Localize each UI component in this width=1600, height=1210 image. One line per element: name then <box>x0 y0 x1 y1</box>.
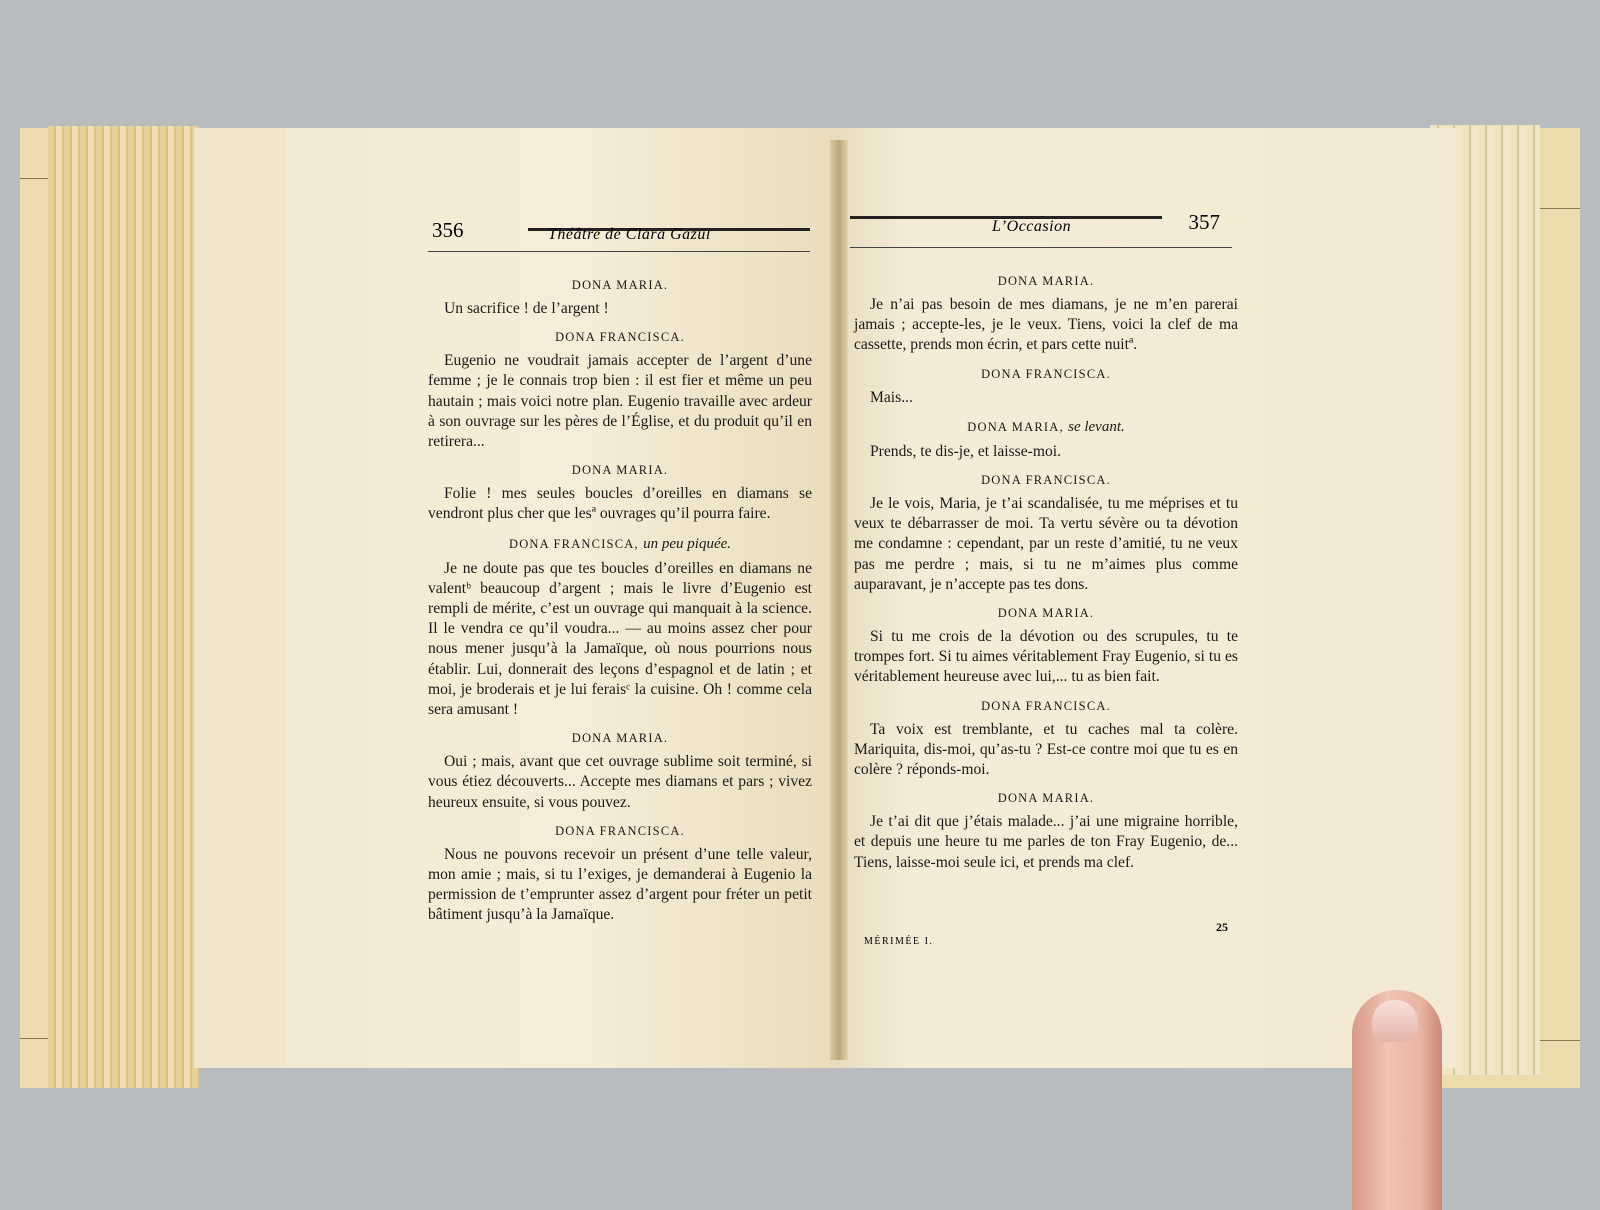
speaker-name <box>428 536 812 553</box>
dialogue-paragraph: Si tu me crois de la dévotion ou des scrupules, tu te trompes fort. Si tu aimes véritablement Fray Eugenio, si tu es véritablement heureuse avec lui,... tu as bien fait. <box>854 628 1238 686</box>
dialogue-paragraph: Ta voix est tremblante, et tu caches mal ta colère. Mariquita, dis-moi, qu’as-tu ? Est-ce contre moi que tu es en colère ? réponds-moi. <box>854 720 1238 779</box>
header-rule <box>428 251 810 252</box>
speaker-label: DONA MARIA. <box>997 274 1095 288</box>
dialogue-paragraph: Nous ne pouvons recevoir un présent d’une telle valeur, mon amie ; mais, si tu l’exiges, je demanderai à Eugenio la permission de t’emprunter assez d’argent pour fréter un petit bâtiment jusqu’à la Jamaïque. <box>428 845 812 924</box>
speaker-label: DONA MARIA. <box>997 606 1095 621</box>
speaker-name <box>428 330 812 345</box>
dialogue-paragraph: Oui ; mais, avant que cet ouvrage sublime soit terminé, si vous étiez découverts... Accepte mes diamans et pars ; vivez heureux ensuite, si vous pouvez. <box>428 753 812 811</box>
speaker-label: DONA FRANCISCA. <box>981 473 1111 488</box>
speaker-label: DONA FRANCISCA, <box>508 536 639 551</box>
speaker-name <box>854 606 1238 621</box>
fingernail <box>1372 1000 1418 1042</box>
dialogue-paragraph: Je n’ai pas besoin de mes diamans, je ne m’en parerai jamais ; accepte-les, je le veux. Tiens, voici la clef de ma cassette, prends mon écrin, et pars cette nuitª. <box>854 296 1238 354</box>
dialogue-paragraph: Je ne doute pas que tes boucles d’oreilles en diamans ne valentᵇ beaucoup d’argent ; mais le livre d’Eugenio est rempli de mérite, c’est un ouvrage qui manquait à la science. Il le vendra ce qu’il voudra... — au moins assez cher pour nous mener jusqu’à la Jamaïque, où nous pourrions nous établir. Lui, donnerait des leçons d’espagnol et de latin ; et moi, je broderais et je lui feraisᶜ la cuisine. Oh ! comme cela sera amusant ! <box>428 559 812 719</box>
speaker-name <box>854 419 1238 436</box>
page-number: 357 <box>1188 210 1220 234</box>
sheet-number: 25 <box>1216 920 1228 934</box>
wrapper-fold-line <box>1538 1040 1580 1041</box>
speaker-label: DONA MARIA. <box>571 463 669 478</box>
printer-signature: MÉRIMÉE I. <box>864 936 934 947</box>
left-page-text <box>428 278 812 937</box>
speaker-label: DONA FRANCISCA. <box>981 366 1111 381</box>
running-title: Théâtre de Clara Gazul <box>548 226 711 243</box>
header-rule <box>850 247 1232 248</box>
speaker-label: DONA MARIA. <box>997 791 1095 806</box>
dialogue-paragraph: Mais... <box>870 388 913 406</box>
running-title: L’Occasion <box>992 218 1072 235</box>
dialogue-paragraph: Un sacrifice ! de l’argent ! <box>444 300 609 317</box>
speaker-name <box>854 699 1238 714</box>
speaker-label: DONA MARIA. <box>571 278 669 292</box>
wrapper-fold-line <box>1538 208 1580 209</box>
dialogue-paragraph: Prends, te dis-je, et laisse-moi. <box>870 442 1061 460</box>
left-running-head <box>428 212 810 252</box>
speaker-name <box>428 824 812 839</box>
stage-direction: un peu piquée. <box>643 535 732 552</box>
deckled-page-edges-left <box>48 126 200 1088</box>
speaker-name <box>428 731 812 746</box>
speaker-name <box>854 473 1238 488</box>
stage-direction: se levant. <box>1068 418 1125 435</box>
dialogue-paragraph: Folie ! mes seules boucles d’oreilles en diamans se vendront plus cher que lesª ouvrages qu’il pourra faire. <box>428 485 812 523</box>
speaker-name <box>854 367 1238 382</box>
right-running-head <box>850 208 1232 248</box>
dialogue-paragraph: Je le vois, Maria, je t’ai scandalisée, tu me méprises et tu veux te débarrasser de moi. Ta vertu sévère ou ta dévotion me condamne : cependant, par un reste d’amitié, tu ne veux pas me perdre ; mais, si tu ne m’aimes plus comme auparavant, je n’accepte pas tes dons. <box>854 495 1238 593</box>
right-page-text <box>854 274 1238 884</box>
speaker-label: DONA MARIA, <box>967 419 1064 434</box>
speaker-name <box>854 274 1238 289</box>
speaker-name <box>428 463 812 478</box>
speaker-label: DONA FRANCISCA. <box>981 698 1111 713</box>
speaker-label: DONA FRANCISCA. <box>555 330 685 345</box>
page-number: 356 <box>432 218 464 242</box>
left-flyleaf <box>194 128 286 1068</box>
dialogue-paragraph: Eugenio ne voudrait jamais accepter de l’argent d’une femme ; je le connais trop bien : il est fier et même un peu hautain ; mais voici notre plan. Eugenio travaille avec ardeur à son ouvrage sur les pères de l’Église, et du produit qu’il en retirera... <box>428 352 812 451</box>
speaker-label: DONA MARIA. <box>571 731 669 746</box>
dialogue-paragraph: Je t’ai dit que j’étais malade... j’ai une migraine horrible, et depuis une heure tu me parles de ton Fray Eugenio, de... Tiens, laisse-moi seule ici, et prends ma clef. <box>854 813 1238 871</box>
book-gutter <box>830 140 848 1060</box>
speaker-label: DONA FRANCISCA. <box>555 823 685 838</box>
speaker-name <box>854 791 1238 806</box>
speaker-name <box>428 278 812 293</box>
